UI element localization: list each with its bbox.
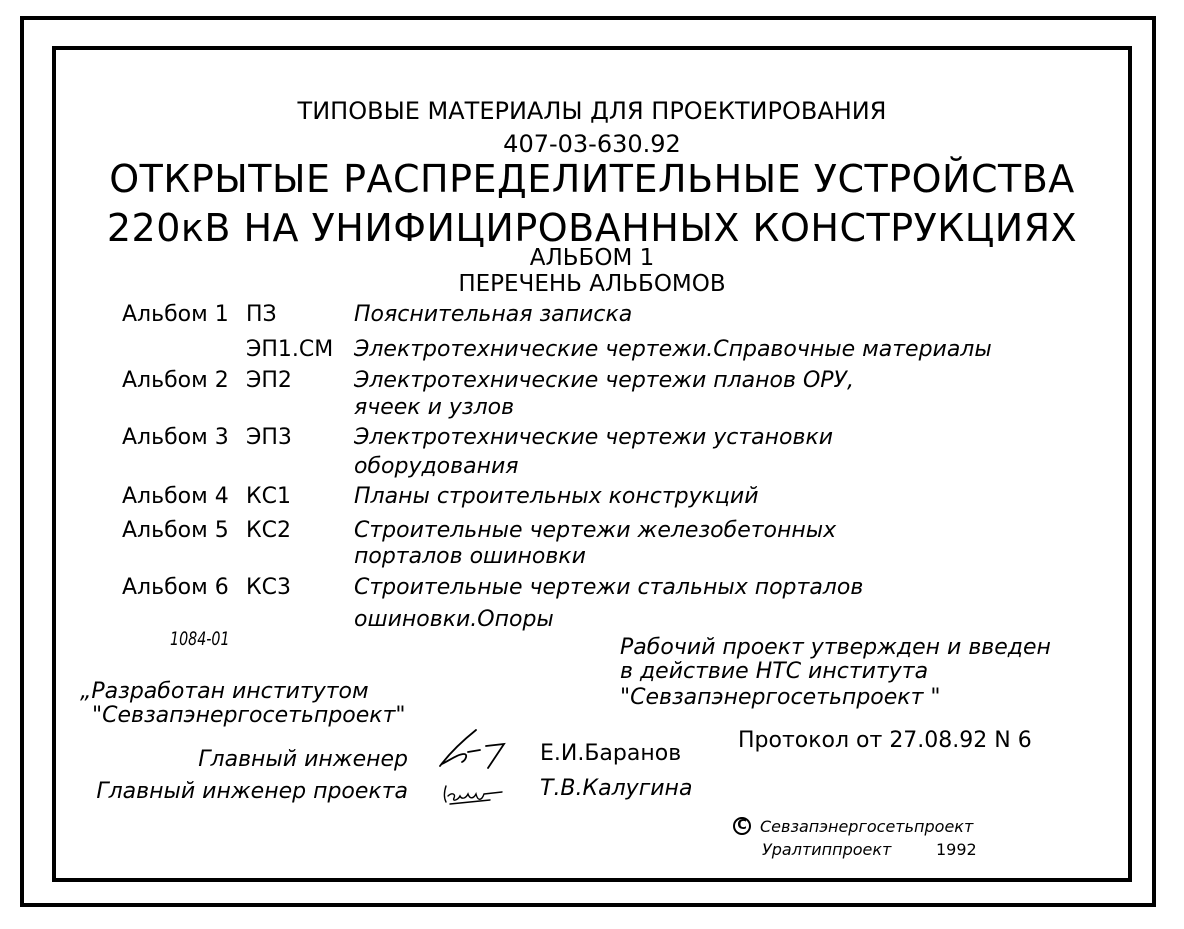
album-code: ЭП2 <box>246 368 292 393</box>
album-description: Электротехнические чертежи установки <box>354 425 834 450</box>
album-description-cont: оборудования <box>354 454 519 479</box>
approval-line3: "Севзапэнергосетьпроект " <box>620 685 941 710</box>
album-code: КС3 <box>246 575 291 600</box>
protocol: Протокол от 27.08.92 N 6 <box>738 728 1032 753</box>
approval-line1: Рабочий проект утвержден и введен <box>620 635 1051 660</box>
copyright-icon: C <box>733 817 751 835</box>
album-label: АЛЬБОМ 1 <box>529 245 655 271</box>
album-description-cont: ячеек и узлов <box>354 395 515 420</box>
copyright-org1: Севзапэнергосетьпроект <box>760 817 974 836</box>
signature-baranov-icon <box>436 724 516 772</box>
album-description-cont: порталов ошиновки <box>354 544 586 569</box>
album-description: Пояснительная записка <box>354 302 633 327</box>
document-title-line2: 220кВ НА УНИФИЦИРОВАННЫХ КОНСТРУКЦИЯХ <box>106 206 1078 250</box>
album-code: КС2 <box>246 518 291 543</box>
album-name: Альбом 1 <box>122 302 229 327</box>
approval-line2: в действие НТС института <box>620 659 929 684</box>
chief-engineer-role: Главный инженер <box>198 747 408 772</box>
album-name: Альбом 3 <box>122 425 229 450</box>
album-description: Строительные чертежи железобетонных <box>354 518 837 543</box>
album-description: Планы строительных конструкций <box>354 484 759 509</box>
signature-kalugina-icon <box>440 780 510 808</box>
album-code: ЭП1.СМ <box>246 337 334 362</box>
album-name: Альбом 4 <box>122 484 229 509</box>
copyright-org2: Уралтиппроект <box>762 840 892 859</box>
album-code: ЭП3 <box>246 425 292 450</box>
copyright-year: 1992 <box>936 840 977 859</box>
album-code: ПЗ <box>246 302 277 327</box>
album-name: Альбом 6 <box>122 575 229 600</box>
developer-line2: "Севзапэнергосетьпроект" <box>92 703 406 728</box>
chief-project-engineer-name: Т.В.Калугина <box>540 776 693 801</box>
header-series-number: 407-03-630.92 <box>503 130 681 158</box>
album-description: Электротехнические чертежи планов ОРУ, <box>354 368 854 393</box>
chief-project-engineer-role: Главный инженер проекта <box>96 779 408 804</box>
album-description: Строительные чертежи стальных порталов <box>354 575 864 600</box>
header-line1: ТИПОВЫЕ МАТЕРИАЛЫ ДЛЯ ПРОЕКТИРОВАНИЯ <box>297 97 887 125</box>
album-code: КС1 <box>246 484 291 509</box>
document-number: 1084-01 <box>170 628 230 650</box>
list-title: ПЕРЕЧЕНЬ АЛЬБОМОВ <box>458 271 726 297</box>
album-name: Альбом 5 <box>122 518 229 543</box>
album-description-cont: ошиновки.Опоры <box>354 607 554 632</box>
album-name: Альбом 2 <box>122 368 229 393</box>
document-title-line1: ОТКРЫТЫЕ РАСПРЕДЕЛИТЕЛЬНЫЕ УСТРОЙСТВА <box>109 157 1075 201</box>
chief-engineer-name: Е.И.Баранов <box>540 741 682 766</box>
album-description: Электротехнические чертежи.Справочные материалы <box>354 337 992 362</box>
developer-line1: „Разработан институтом <box>80 679 369 704</box>
